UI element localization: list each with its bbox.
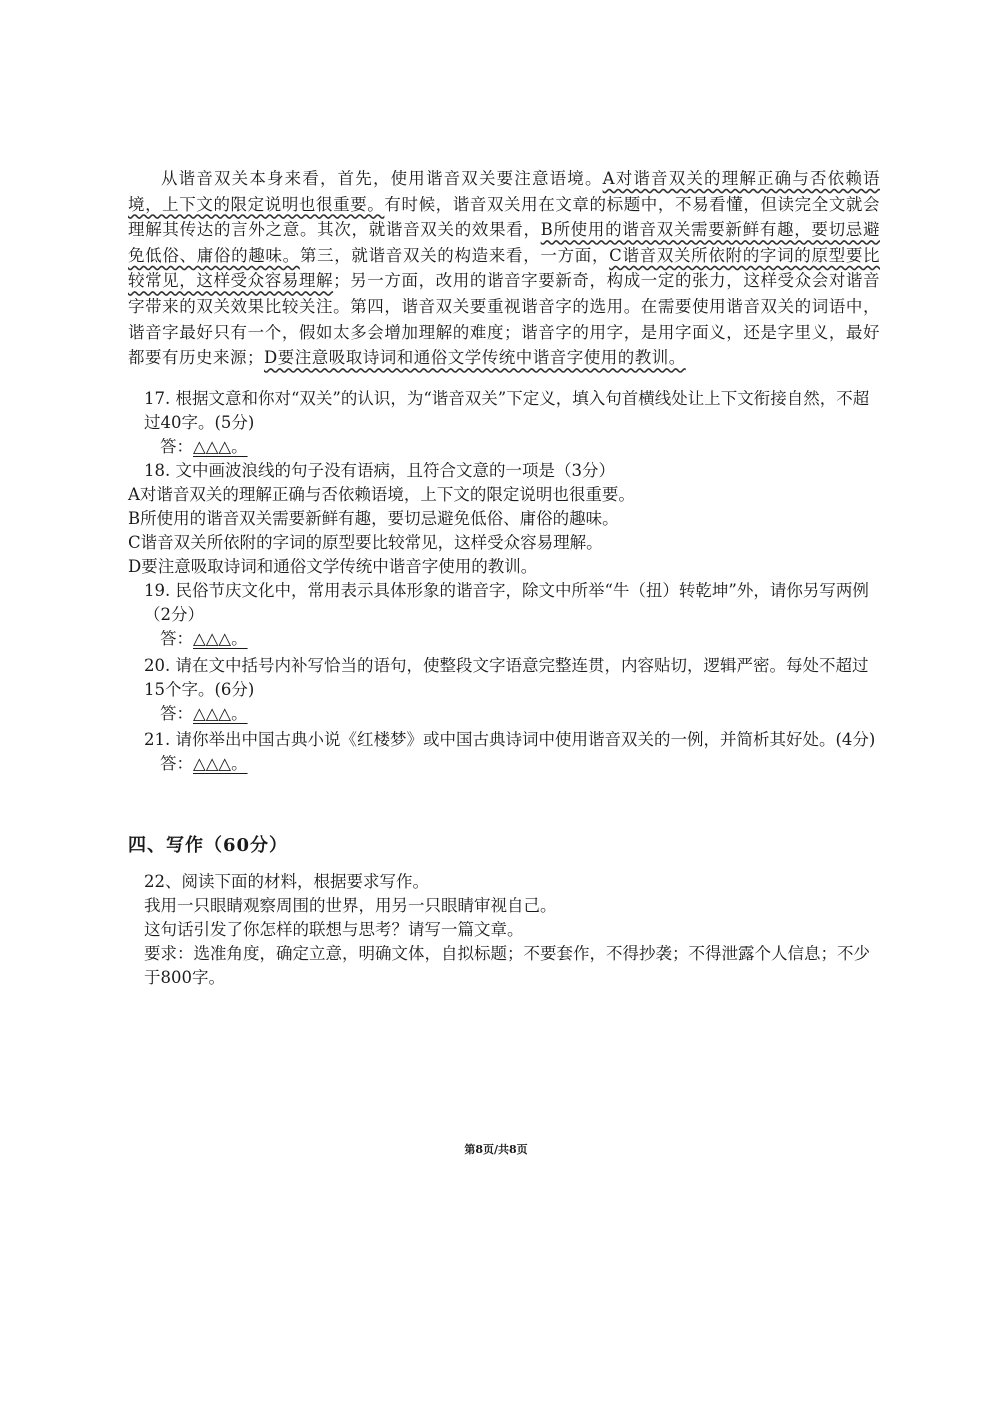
question-text: 22、阅读下面的材料，根据要求写作。 — [144, 872, 429, 891]
passage-text: ；另一方面，改用的谐音字要新奇，构成一定的张力，这样受众会对谐音字带来的双关效果比较关注。第四，谐音双关要重视谐音字的选用。在需要使用谐音双关的词语中，谐音字最好只有一个，假如太多会增加理解的难度；谐音字的用字，是用字面义，还是字里义，最好都要有历史来源； — [128, 271, 881, 368]
answer-label: 答： — [160, 754, 193, 773]
wavy-sentence-c: C谐音双关所依附的字词的原型要比较常见，这样受众容易理解 — [128, 245, 881, 291]
passage-text: 从谐音双关本身来看，首先，使用谐音双关要注意语境。 — [161, 169, 603, 188]
answer-line — [128, 702, 880, 726]
section-title: 四、写作（60分） — [128, 835, 289, 856]
question-text: 17. 根据文意和你对“双关”的认识，为“谐音双关”下定义，填入句首横线处让上下文衔接自然，不超过40字。(5分) — [144, 389, 870, 432]
answer-label: 答： — [160, 629, 193, 648]
question-text: 21. 请你举出中国古典小说《红楼梦》或中国古典诗词中使用谐音双关的一例，并简析其好处。(4分) — [144, 730, 876, 749]
passage-text: 第三，就谐音双关的构造来看，一方面， — [299, 245, 610, 265]
question-text: 19. 民俗节庆文化中，常用表示具体形象的谐音字，除文中所举“牛（扭）转乾坤”外，请你另写两例（2分） — [144, 581, 869, 624]
answer-placeholder: △△△。 — [193, 704, 248, 723]
answer-placeholder: △△△。 — [193, 629, 248, 648]
question-text: 18. 文中画波浪线的句子没有语病，且符合文意的一项是（3分） — [144, 461, 615, 480]
writing-requirements: 要求：选准角度，确定立意，明确文体，自拟标题；不要套作，不得抄袭；不得泄露个人信息；不少于800字。 — [144, 944, 870, 987]
wavy-sentence-d: D要注意吸取诗词和通俗文学传统中谐音字使用的教训。 — [264, 348, 686, 368]
question-17 — [128, 387, 880, 459]
answer-line — [128, 627, 880, 651]
question-text: 20. 请在文中括号内补写恰当的语句，使整段文字语意完整连贯，内容贴切，逻辑严密。每处不超过15个字。(6分) — [144, 656, 869, 699]
passage-text: 有时候，谐音双关用在文章的标题中，不易看懂，但读完全文就会理解其传达的言外之意。其次，就谐音双关的效果看， — [128, 194, 881, 240]
option-a: A对谐音双关的理解正确与否依赖语境，上下文的限定说明也很重要。 — [128, 485, 635, 504]
question-22 — [128, 870, 880, 990]
passage-paragraph — [128, 166, 880, 371]
page-number: 第8页/共8页 — [464, 1143, 528, 1156]
question-18 — [128, 459, 880, 579]
answer-line — [128, 752, 880, 776]
answer-label: 答： — [160, 437, 193, 456]
wavy-sentence-b: B所使用的谐音双关需要新鲜有趣，要切忌避免低俗、庸俗的趣味。 — [128, 220, 880, 265]
option-c: C谐音双关所依附的字词的原型要比较常见，这样受众容易理解。 — [128, 533, 603, 552]
answer-label: 答： — [160, 704, 193, 723]
reading-passage — [128, 166, 880, 371]
writing-material: 我用一只眼睛观察周围的世界，用另一只眼睛审视自己。 — [144, 896, 557, 915]
writing-prompt: 这句话引发了你怎样的联想与思考？请写一篇文章。 — [144, 920, 524, 939]
answer-placeholder: △△△。 — [193, 437, 248, 456]
answer-line — [128, 435, 880, 459]
option-d: D要注意吸取诗词和通俗文学传统中谐音字使用的教训。 — [128, 557, 538, 576]
answer-placeholder: △△△。 — [193, 754, 248, 773]
question-19 — [128, 579, 880, 651]
question-21 — [128, 728, 880, 776]
option-b: B所使用的谐音双关需要新鲜有趣，要切忌避免低俗、庸俗的趣味。 — [128, 509, 619, 528]
wavy-sentence-a: A对谐音双关的理解正确与否依赖语境，上下文的限定说明也很重要。 — [128, 169, 881, 214]
question-20 — [128, 654, 880, 726]
